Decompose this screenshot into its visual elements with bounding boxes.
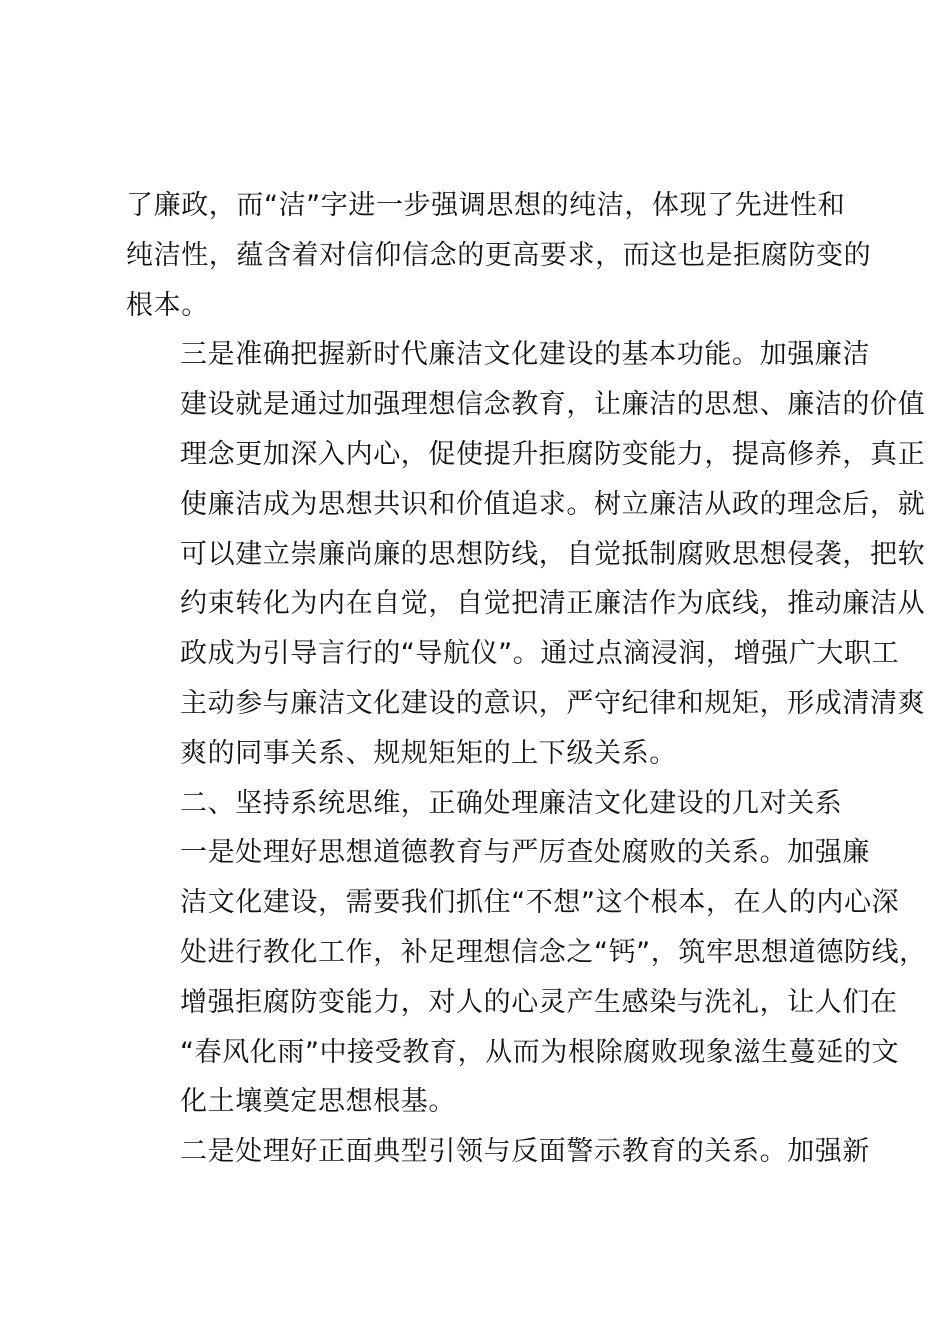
text-line: 使廉洁成为思想共识和价值追求。树立廉洁从政的理念后，就 [180, 488, 926, 520]
text-line: 政成为引导言行的“导航仪”。通过点滴浸润，增强广大职工 [180, 638, 900, 670]
paragraph-basic-functions [126, 330, 926, 778]
text-line: 可以建立崇廉尚廉的思想防线，自觉抵制腐败思想侵袭，把软 [180, 538, 926, 570]
text-line: 建设就是通过加强理想信念教育，让廉洁的思想、廉洁的价值 [180, 389, 926, 421]
text-line: 理念更加深入内心，促使提升拒腐防变能力，提高修养，真正 [180, 438, 926, 470]
text-line: 处进行教化工作，补足理想信念之“钙”，筑牢思想道德防线， [180, 936, 927, 968]
text-line: 增强拒腐防变能力，对人的心灵产生感染与洗礼，让人们在 [180, 986, 898, 1018]
text-line: 二是处理好正面典型引领与反面警示教育的关系。加强新 [180, 1136, 870, 1168]
text-line: 纯洁性，蕴含着对信仰信念的更高要求，而这也是拒腐防变的 [126, 239, 872, 271]
document-body [126, 181, 927, 1177]
text-line: 一是处理好思想道德教育与严厉查处腐败的关系。加强廉 [180, 837, 870, 869]
paragraph-continuation [126, 181, 872, 330]
text-line: 主动参与廉洁文化建设的意识，严守纪律和规矩，形成清清爽 [180, 687, 926, 719]
text-line: 洁文化建设，需要我们抓住“不想”这个根本，在人的内心深 [180, 887, 900, 919]
paragraph-moral-education [126, 828, 927, 1127]
text-line: 爽的同事关系、规规矩矩的上下级关系。 [180, 737, 677, 769]
heading-text: 二、坚持系统思维，正确处理廉洁文化建设的几对关系 [180, 787, 843, 819]
text-line: 化土壤奠定思想根基。 [180, 1086, 456, 1118]
text-line: 了廉政，而“洁”字进一步强调思想的纯洁，体现了先进性和 [126, 190, 846, 221]
text-line: 三是准确把握新时代廉洁文化建设的基本功能。加强廉洁 [180, 339, 870, 371]
text-line: “春风化雨”中接受教育，从而为根除腐败现象滋生蔓延的文 [180, 1036, 900, 1068]
text-line: 根本。 [126, 289, 209, 321]
paragraph-positive-negative-examples [126, 1127, 870, 1177]
text-line: 约束转化为内在自觉，自觉把清正廉洁作为底线，推动廉洁从 [180, 588, 926, 620]
section-heading [126, 779, 843, 829]
